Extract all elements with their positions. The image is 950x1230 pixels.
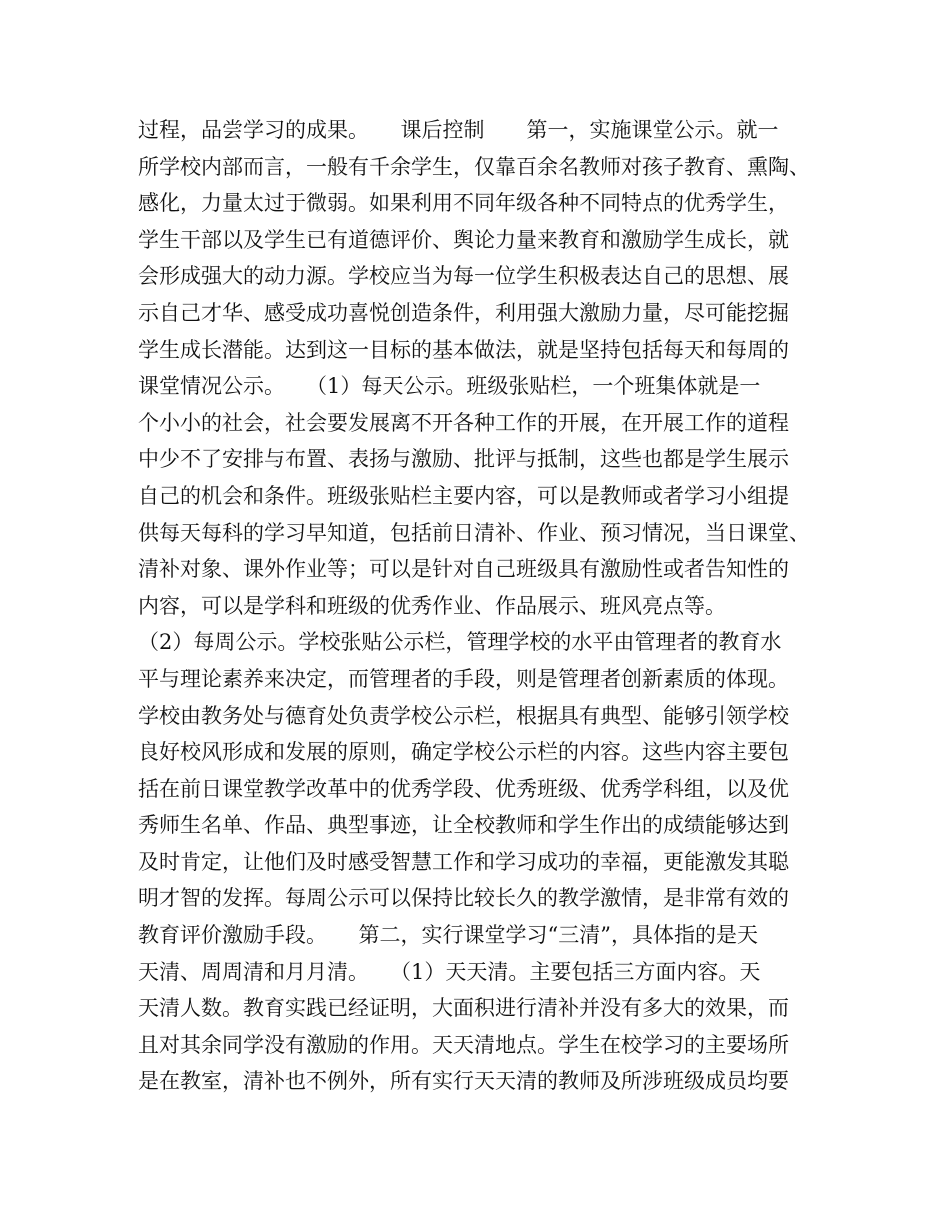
text-line: 秀师生名单、作品、典型事迹，让全校教师和学生作出的成绩能够达到 xyxy=(138,813,789,838)
text-line: 学校由教务处与德育处负责学校公示栏，根据具有典型、能够引领学校 xyxy=(138,703,789,728)
text-line: 且对其余同学没有激励的作用。天天清地点。学生在校学习的主要场所 xyxy=(138,1032,789,1057)
text-line: 天清、周周清和月月清。 （1）天天清。主要包括三方面内容。天 xyxy=(138,959,761,984)
text-line: 课堂情况公示。 （1）每天公示。班级张贴栏，一个班集体就是一 xyxy=(138,374,761,399)
text-line: 是在教室，清补也不例外，所有实行天天清的教师及所涉班级成员均要 xyxy=(138,1069,789,1094)
text-line: 及时肯定，让他们及时感受智慧工作和学习成功的幸福，更能激发其聪 xyxy=(138,849,789,874)
text-line: 教育评价激励手段。 第二，实行课堂学习“三清”，具体指的是天 xyxy=(138,923,758,948)
text-line: （2）每周公示。学校张贴公示栏，管理学校的水平由管理者的教育水 xyxy=(138,630,782,655)
text-line: 感化，力量太过于微弱。如果利用不同年级各种不同特点的优秀学生， xyxy=(138,191,789,216)
text-line: 天清人数。教育实践已经证明，大面积进行清补并没有多大的效果，而 xyxy=(138,996,789,1021)
text-line: 示自己才华、感受成功喜悦创造条件，利用强大激励力量，尽可能挖掘 xyxy=(138,300,789,325)
text-line: 明才智的发挥。每周公示可以保持比较长久的教学激情，是非常有效的 xyxy=(138,886,789,911)
text-line: 过程，品尝学习的成果。 课后控制 第一，实施课堂公示。就一 xyxy=(138,118,779,142)
text-line: 括在前日课堂教学改革中的优秀学段、优秀班级、优秀学科组，以及优 xyxy=(138,776,789,801)
text-line: 良好校风形成和发展的原则，确定学校公示栏的内容。这些内容主要包 xyxy=(138,740,789,765)
text-line: 会形成强大的动力源。学校应当为每一位学生积极表达自己的思想、展 xyxy=(138,264,789,289)
text-line: 自己的机会和条件。班级张贴栏主要内容，可以是教师或者学习小组提 xyxy=(138,483,789,508)
text-line: 个小小的社会，社会要发展离不开各种工作的开展，在开展工作的道程 xyxy=(138,410,789,435)
text-line: 清补对象、课外作业等；可以是针对自己班级具有激励性或者告知性的 xyxy=(138,557,789,582)
text-line: 平与理论素养来决定，而管理者的手段，则是管理者创新素质的体现。 xyxy=(138,666,789,691)
text-line: 学生干部以及学生已有道德评价、舆论力量来教育和激励学生成长，就 xyxy=(138,227,789,252)
text-line: 中少不了安排与布置、表扬与激励、批评与抵制，这些也都是学生展示 xyxy=(138,447,789,472)
body-text xyxy=(138,112,828,1100)
text-line: 供每天每科的学习早知道，包括前日清补、作业、预习情况，当日课堂、 xyxy=(138,520,810,545)
text-line: 学生成长潜能。达到这一目标的基本做法，就是坚持包括每天和每周的 xyxy=(138,337,789,362)
text-line: 内容，可以是学科和班级的优秀作业、作品展示、班风亮点等。 xyxy=(138,593,726,618)
text-line: 所学校内部而言，一般有千余学生，仅靠百余名教师对孩子教育、熏陶、 xyxy=(138,154,810,179)
